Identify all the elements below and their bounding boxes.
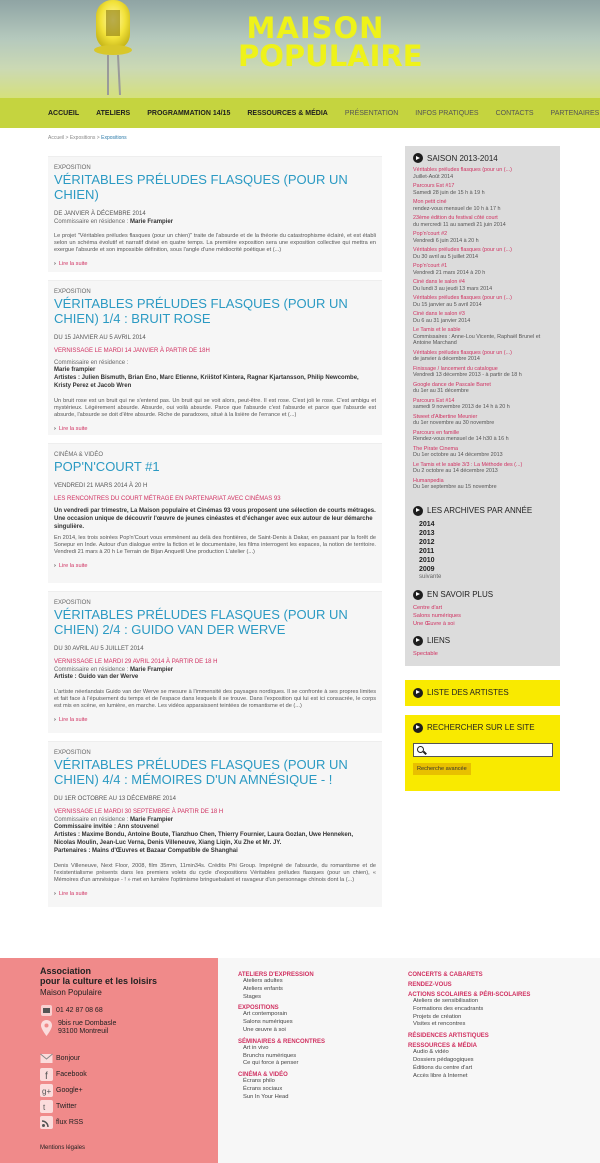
season-heading <box>413 153 552 163</box>
article-category: CINÉMA & VIDÉO <box>54 452 104 458</box>
read-more-link[interactable]: › Lire la suite <box>54 261 376 267</box>
event-item <box>413 398 552 411</box>
footer-sub-link[interactable]: Formations des encadrants <box>413 1005 484 1012</box>
commissioner-name: Marie frampier <box>54 367 96 373</box>
sidebar <box>405 146 560 791</box>
event-date: Rendez-vous mensuel de 14 h30 à 16 h <box>413 436 509 442</box>
article-title[interactable]: VÉRITABLES PRÉLUDES FLASQUES (POUR UN CHIEN) 2/4 : GUIDO VAN DER WERVE <box>54 607 348 637</box>
google-plus-icon <box>40 1084 53 1097</box>
event-title[interactable]: Finissage / lancement du catalogue <box>413 365 498 372</box>
nav-item-presentation[interactable]: PRÉSENTATION <box>344 109 399 117</box>
footer-association <box>40 966 157 986</box>
event-item <box>413 247 552 260</box>
event-item <box>413 295 552 308</box>
article-artists: Artistes : Julien Bismuth, Brian Eno, Marc Etienne, Kriištof Kintera, Ragnar Kjartansson, Philip Newcombe, Kristy Perez et Jacob Wren <box>54 375 359 389</box>
social-rss[interactable] <box>40 1116 83 1129</box>
footer-org-name: Maison Populaire <box>40 988 102 997</box>
event-item <box>413 350 552 363</box>
article-excerpt: Un bruit rose est un bruit qui ne s'entend pas. Un bruit qui se voit alors, peut-être. Il est rose. C'est joli le rose. C'est ambigu et mystérieux. Légèrement absurde. Absurde, oui voilà absurde. Parce que l'absurde c'est l'absurde et parce que l'absurde est absurde, l'absurde se doit d'être absurde. Riche de paradoxes, situé à la lisière de l'errance et (...) <box>54 398 376 419</box>
footer-sub-link[interactable]: Salons numériques <box>243 1019 293 1026</box>
read-more-link[interactable]: › Lire la suite <box>54 563 376 569</box>
arrow-right-icon <box>413 688 423 698</box>
footer-sub-link[interactable]: Écrans philo <box>243 1078 275 1085</box>
more-title: EN SAVOIR PLUS <box>427 590 494 599</box>
event-item <box>413 327 552 347</box>
event-title[interactable]: Ciné dans le salon #4 <box>413 279 465 285</box>
social-label: flux RSS <box>56 1118 84 1126</box>
event-title[interactable]: Humanpedia <box>413 477 444 484</box>
article-date: DU 1ER OCTOBRE AU 13 DÉCEMBRE 2014 <box>54 796 176 802</box>
article-excerpt: Denis Villeneuve, Next Floor, 2008, film 35mm, 11min34s. Crédits Phi Group. Imprégné de l'absurde, du romantisme et de l'existentialisme présents dans les premiers volets du cycle d'expositions Véritables préludes flasques (pour un chien), « Mémoires d'un amnésique - ! » met en lumière l'optimisme bringuebalant et ravageur d'un personnage chinois dont la (...) <box>54 863 376 884</box>
footer-heading-link[interactable]: EXPOSITIONS <box>238 1005 279 1012</box>
footer-sub-link[interactable]: Stages <box>243 993 262 1000</box>
year-link[interactable]: 2011 <box>419 547 435 555</box>
mail-icon <box>40 1052 53 1065</box>
event-title[interactable]: Véritables préludes flasques (pour un (...) <box>413 349 512 356</box>
event-date: du mercredi 11 au samedi 21 juin 2014 <box>413 221 506 228</box>
external-link[interactable]: Spectable <box>413 650 438 657</box>
article-intro: Un vendredi par trimestre, La Maison populaire et Cinémas 93 vous proposent une sélection de courts métrages. Une occasion unique de découvrir l'œuvre de jeunes cinéastes et d'échanger avec eux autour de leur démarche singulière. <box>54 508 376 530</box>
search-heading <box>413 723 552 733</box>
event-title[interactable]: Google dance de Pascale Barret <box>413 381 491 388</box>
nav-item-accueil[interactable]: ACCUEIL <box>48 109 80 117</box>
event-title[interactable]: Mon petit ciné <box>413 199 447 205</box>
event-title[interactable]: Véritables préludes flasques (pour un (...) <box>413 247 512 253</box>
phone-number: 01 42 87 08 68 <box>56 1006 103 1014</box>
breadcrumb-sep: > <box>95 135 102 141</box>
footer-sub-link[interactable]: Ateliers enfants <box>243 985 283 992</box>
event-date: Du 1er septembre au 15 novembre <box>413 484 497 490</box>
footer-sub-link[interactable]: Art in vivo <box>243 1044 269 1051</box>
article-card <box>48 741 382 907</box>
event-date: Juillet-Août 2014 <box>413 173 454 180</box>
article-vernissage: VERNISSAGE LE MARDI 30 SEPTEMBRE À PARTIR DE 18 H <box>54 809 224 815</box>
arrow-right-icon <box>413 506 423 516</box>
breadcrumb-current: Expositions <box>101 135 127 141</box>
event-item <box>413 382 552 395</box>
event-item <box>413 366 552 379</box>
footer-sub-link[interactable]: Projets de création <box>413 1013 462 1020</box>
footer-sub-link[interactable]: Audio & vidéo <box>413 1049 449 1056</box>
archives-heading <box>413 506 552 516</box>
event-date: de janvier à décembre 2014 <box>413 356 480 362</box>
event-item <box>413 414 552 427</box>
event-item <box>413 446 552 459</box>
assoc-line2: pour la culture et les loisirs <box>40 976 158 986</box>
event-title[interactable]: Ciné dans le salon #3 <box>413 311 465 317</box>
article-artists: Commissaire invitée : Ann stouvenel Artistes : Maxime Bondu, Antoine Boute, Tianzhuo Chen, Thierry Fournier, Laura Gozlan, Uwe Henneken, Nicolas Moulin, Jean-Luc Verna, Denis Villeneuve, Xiang Liqin, Xu Zhe et Mr. JY. Partenaires : Mains d'Œuvres et Bazaar Compatible de Shanghai <box>54 824 354 854</box>
event-title[interactable]: Parcours Est #17 <box>413 183 455 189</box>
address-line2: 93100 Montreuil <box>58 1028 109 1035</box>
footer-heading-link[interactable]: CINÉMA & VIDÉO <box>238 1072 288 1079</box>
footer-heading-link[interactable]: SÉMINAIRES & RENCONTRES <box>238 1038 326 1045</box>
event-title[interactable]: Parcours en famille <box>413 429 460 436</box>
arrow-right-icon <box>413 723 423 733</box>
more-link[interactable]: Centre d'art <box>413 604 443 611</box>
commissioner-label: Commissaire en résidence : <box>54 667 131 673</box>
article-title[interactable]: VÉRITABLES PRÉLUDES FLASQUES (POUR UN CHIEN) <box>54 172 348 202</box>
legal-label: Mentions légales <box>40 1145 86 1151</box>
logo-line1: MAISON <box>246 11 385 45</box>
nav-item-ressources[interactable]: RESSOURCES & MÉDIA <box>247 109 328 117</box>
read-more-link[interactable]: › Lire la suite <box>54 426 376 432</box>
event-date: Du lundi 3 au jeudi 13 mars 2014 <box>413 285 493 292</box>
commissioner-label: Commissaire en résidence : <box>54 817 131 823</box>
breadcrumb-home[interactable]: Accueil <box>48 135 65 141</box>
event-date: Vendredi 6 juin 2014 à 20 h <box>413 237 479 244</box>
article-category: EXPOSITION <box>54 165 91 171</box>
breadcrumb-parent[interactable]: Expositions <box>69 135 96 141</box>
footer-heading-link[interactable]: ACTIONS SCOLAIRES & PÉRI-SCOLAIRES <box>408 992 531 998</box>
footer-sub-link[interactable]: Dossiers pédagogiques <box>413 1056 474 1063</box>
event-date: du 1er novembre au 30 novembre <box>413 420 495 426</box>
address <box>58 1020 116 1036</box>
search-box <box>405 715 560 791</box>
event-title[interactable]: Le Tamis et le sable <box>413 327 461 333</box>
social-label: Facebook <box>56 1070 87 1078</box>
footer-address <box>40 1020 116 1036</box>
footer-sub-link[interactable]: Ateliers de sensibilisation <box>413 998 479 1004</box>
footer-sub-link[interactable]: Une œuvre à soi <box>243 1026 286 1033</box>
artists-box[interactable] <box>405 680 560 706</box>
event-item <box>413 462 552 475</box>
site-logo[interactable] <box>238 11 423 73</box>
svg-text:g+: g+ <box>42 1087 52 1096</box>
nav-item-contacts[interactable]: CONTACTS <box>495 109 534 117</box>
footer-sub-link[interactable]: Brunchs numériques <box>243 1052 297 1059</box>
article-category: EXPOSITION <box>54 289 91 295</box>
external-links <box>413 650 552 658</box>
article-date: DU 30 AVRIL AU 5 JUILLET 2014 <box>54 646 144 652</box>
nav-item-partenaires[interactable]: PARTENAIRES <box>550 109 600 117</box>
event-item <box>413 263 552 276</box>
article-card <box>48 591 382 733</box>
main-nav <box>0 98 600 128</box>
event-date: Du 30 avril au 5 juillet 2014 <box>413 253 479 260</box>
article-title[interactable]: VÉRITABLES PRÉLUDES FLASQUES (POUR UN CHIEN) 4/4 : MÉMOIRES D'UN AMNÉSIQUE - ! <box>54 757 348 787</box>
svg-text:t: t <box>43 1103 46 1112</box>
breadcrumb <box>48 135 127 141</box>
event-item <box>413 430 552 443</box>
commissioner-label: Commissaire en résidence : <box>54 219 131 225</box>
artists-title: LISTE DES ARTISTES <box>427 688 509 697</box>
article-date: DE JANVIER À DÉCEMBRE 2014 <box>54 211 146 217</box>
article-artists: Artiste : Guido van der Werve <box>54 674 139 680</box>
event-title[interactable]: Parcours Est #14 <box>413 397 455 404</box>
more-link[interactable]: Salons numériques <box>413 612 461 619</box>
breadcrumb-sep: > <box>64 135 70 141</box>
event-title[interactable]: Véritables préludes flasques (pour un (...) <box>413 167 512 173</box>
article-commissioner <box>54 219 376 225</box>
event-item <box>413 199 552 212</box>
event-item <box>413 279 552 292</box>
article-excerpt: L'artiste néerlandais Guido van der Werve se mesure à l'immensité des paysages nordiques. Il se confronte à ses propres limites et fait face à l'épuisement du temps et de l'espace dans lesquels il se trouve. Dans l'exposition qui lui est ici consacrée, le corps est mis en scène, en lumière, en marche. Les vidéos apparaissent teintées de romantisme et de (...) <box>54 689 376 710</box>
event-date: Vendredi 21 mars 2014 à 20 h <box>413 269 486 276</box>
site-header <box>0 0 600 98</box>
footer-heading-link[interactable]: RENDEZ-VOUS <box>408 982 452 988</box>
event-title[interactable]: Pop'n'court #2 <box>413 231 448 237</box>
search-input[interactable] <box>413 743 553 757</box>
nav-item-infos[interactable]: INFOS PRATIQUES <box>415 109 479 117</box>
social-twitter[interactable] <box>40 1100 77 1113</box>
article-title[interactable]: VÉRITABLES PRÉLUDES FLASQUES (POUR UN CHIEN) 1/4 : BRUIT ROSE <box>54 296 348 326</box>
site-footer <box>0 958 600 1163</box>
footer-heading-link[interactable]: RESSOURCES & MÉDIA <box>408 1043 478 1050</box>
twitter-icon <box>40 1100 53 1113</box>
article-card <box>48 443 382 583</box>
more-link[interactable]: Une Œuvre à soi <box>413 620 455 627</box>
archives-box <box>405 502 560 666</box>
arrow-right-icon <box>413 636 423 646</box>
event-date: Vendredi 13 décembre 2013 - à partir de 18 h <box>413 372 522 378</box>
event-item <box>413 231 552 244</box>
footer-column-2 <box>408 968 530 1080</box>
links-heading <box>413 636 552 646</box>
nav-item-ateliers[interactable]: ATELIERS <box>96 109 131 117</box>
year-link[interactable]: 2009 <box>419 565 435 573</box>
event-title[interactable]: Pop'n'court #1 <box>413 263 448 269</box>
article-category: EXPOSITION <box>54 600 91 606</box>
footer-sub-link[interactable]: Éditions du centre d'art <box>413 1064 473 1071</box>
article-vernissage: VERNISSAGE LE MARDI 29 AVRIL 2014 À PARTIR DE 18 H <box>54 659 218 665</box>
search-icon <box>417 746 424 753</box>
footer-phone <box>40 1004 103 1017</box>
article-title[interactable]: POP'N'COURT #1 <box>54 459 160 474</box>
event-item <box>413 167 552 180</box>
commissioner-label: Commissaire en résidence : <box>54 360 129 366</box>
event-date: Du 15 janvier au 5 avril 2014 <box>413 301 482 308</box>
article-card <box>48 156 382 272</box>
footer-heading-link[interactable]: RÉSIDENCES ARTISTIQUES <box>408 1033 489 1040</box>
event-date: Du 1er octobre au 14 décembre 2013 <box>413 452 503 458</box>
footer-heading-link[interactable]: ATELIERS D'EXPRESSION <box>238 972 314 978</box>
article-card <box>48 280 382 435</box>
location-pin-icon <box>40 1020 53 1036</box>
footer-sub-link[interactable]: Écrans sociaux <box>243 1085 283 1092</box>
article-date: DU 15 JANVIER AU 5 AVRIL 2014 <box>54 335 146 341</box>
season-box <box>405 146 560 502</box>
social-label: Google+ <box>56 1086 83 1094</box>
more-heading <box>413 590 552 600</box>
logo-line2: POPULAIRE <box>238 39 423 73</box>
event-title[interactable]: Le Tamis et le sable 3/3 : La Méthode des (...) <box>413 461 523 468</box>
article-subtitle: LES RENCONTRES DU COURT MÉTRAGE EN PARTENARIAT AVEC CINÉMAS 93 <box>54 496 281 502</box>
archives-title: LES ARCHIVES PAR ANNÉE <box>427 506 533 515</box>
phone-icon <box>40 1004 53 1017</box>
footer-sub-link[interactable]: Ce qui force à penser <box>243 1060 299 1067</box>
article-list <box>48 156 382 915</box>
social-newsletter[interactable] <box>40 1052 80 1065</box>
social-facebook[interactable] <box>40 1068 87 1081</box>
year-link[interactable]: 2010 <box>419 556 435 564</box>
social-googleplus[interactable] <box>40 1084 83 1097</box>
event-item <box>413 478 552 491</box>
article-excerpt: En 2014, les trois soirées Pop'n'Court vous emmènent au delà des frontières, de Saint-Denis à Dakar, en passant par la forêt de Sonepur en Inde. Autour d'un dialogue entre la fiction et le documentaire, les films interrogent les espaces, la notion de territoire. Vendredi 21 mars à 20 h Le Terrain de Bijan Anquetil Une production L'atelier (...) <box>54 535 376 556</box>
article-date: VENDREDI 21 MARS 2014 À 20 H <box>54 483 148 489</box>
read-more-link[interactable]: › Lire la suite <box>54 891 376 897</box>
year-link[interactable]: 2014 <box>419 520 435 528</box>
event-date: samedi 9 novembre 2013 de 14 h à 20 h <box>413 404 510 410</box>
event-title[interactable]: Stweet d'Albertine Meunier <box>413 413 478 420</box>
event-date: Samedi 28 juin de 15 h à 19 h <box>413 189 485 196</box>
event-date: rendez-vous mensuel de 10 h à 17 h <box>413 205 501 212</box>
commissioner-name: Marie Frampier <box>130 667 174 673</box>
footer-sub-link[interactable]: Accès libre à Internet <box>413 1072 468 1079</box>
commissioner-name: Marie Frampier <box>130 817 174 823</box>
footer-column-1 <box>238 968 325 1102</box>
social-label: Twitter <box>56 1102 77 1110</box>
event-date: Du 2 octobre au 14 décembre 2013 <box>413 468 498 474</box>
svg-text:f: f <box>45 1071 48 1081</box>
arrow-right-icon <box>413 590 423 600</box>
footer-sub-link[interactable]: Art contemporain <box>243 1011 288 1018</box>
next-page-link[interactable]: suivante <box>419 573 442 580</box>
artists-heading <box>413 688 552 698</box>
event-date: du 1er au 31 décembre <box>413 388 469 394</box>
event-date: Commissaires : Anne-Lou Vicente, Raphaël Brunel et Antoine Marchand <box>413 333 541 346</box>
year-list <box>413 520 552 580</box>
event-item <box>413 311 552 324</box>
advanced-search-button[interactable]: Recherche avancée <box>413 763 471 775</box>
article-excerpt: Le projet "Véritables préludes flasques (pour un chien)" traite de l'absurde et de la théorie du catastrophisme éclairé, et est établi selon un schéma évolutif et narratif divisé en quatre temps. La première exposition sera une exposition collective qui mettra en exergue l'absurde et son impossible définition, sous l'angle d'une médiocrité poétique et (...) <box>54 233 376 254</box>
nav-item-programmation[interactable]: PROGRAMMATION 14/15 <box>147 109 231 117</box>
season-title: SAISON 2013-2014 <box>427 153 498 163</box>
article-category: EXPOSITION <box>54 750 91 756</box>
event-title[interactable]: Véritables préludes flasques (pour un (...) <box>413 295 512 301</box>
search-title: RECHERCHER SUR LE SITE <box>427 723 535 732</box>
event-list <box>413 167 552 491</box>
assoc-line1: Association <box>40 966 92 976</box>
rss-icon <box>40 1116 53 1129</box>
article-vernissage: VERNISSAGE LE MARDI 14 JANVIER À PARTIR DE 18H <box>54 348 210 354</box>
links-title: LIENS <box>427 636 451 645</box>
facebook-icon <box>40 1068 53 1081</box>
footer-sub-link[interactable]: Ateliers adultes <box>243 978 283 984</box>
year-link[interactable]: 2012 <box>419 538 435 546</box>
footer-heading-link[interactable]: CONCERTS & CABARETS <box>408 972 483 978</box>
address-line1: 9bis rue Dombasle <box>58 1020 117 1027</box>
light-bulb-image <box>82 0 144 95</box>
year-link[interactable]: 2013 <box>419 529 435 537</box>
commissioner-name: Marie Frampier <box>130 219 174 225</box>
event-item <box>413 215 552 228</box>
more-links <box>413 604 552 628</box>
footer-contact <box>0 958 218 1163</box>
social-label: Bonjour <box>56 1054 81 1062</box>
event-title[interactable]: 23ème édition du festival côté court <box>413 215 498 221</box>
event-title[interactable]: The Pirate Cinema <box>413 445 458 452</box>
read-more-link[interactable]: › Lire la suite <box>54 717 376 723</box>
footer-sub-link[interactable]: Visites et rencontres <box>413 1021 466 1028</box>
event-item <box>413 183 552 196</box>
arrow-right-icon <box>413 153 423 163</box>
footer-sub-link[interactable]: Sun In Your Head <box>243 1093 289 1100</box>
event-date: Du 6 au 31 janvier 2014 <box>413 317 471 324</box>
legal-link[interactable] <box>40 1144 85 1152</box>
